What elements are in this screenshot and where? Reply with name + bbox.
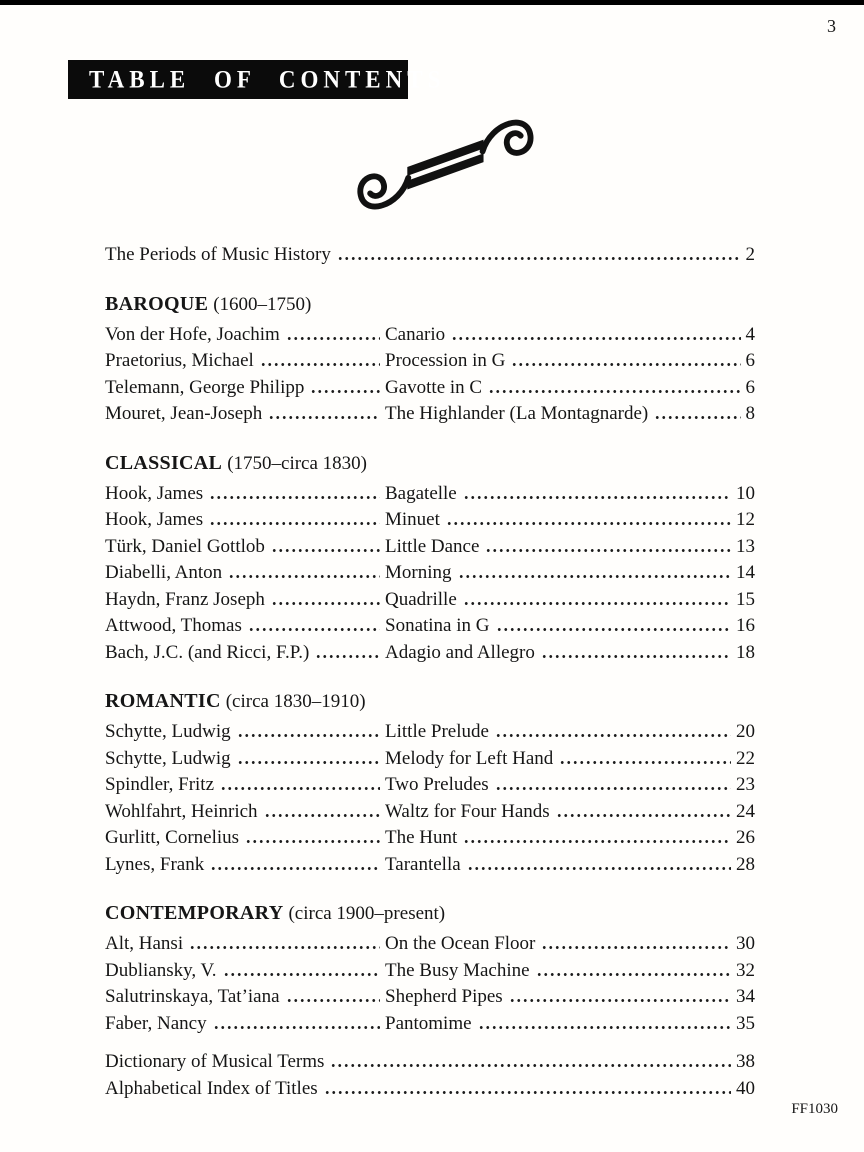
page-ref: 10 [736, 482, 755, 504]
leader-dots [541, 655, 731, 658]
leader-dots [220, 787, 380, 790]
section-era: (circa 1900–present) [288, 903, 446, 924]
leader-dots [511, 363, 740, 366]
toc-entry-row [105, 534, 755, 561]
page-ref: 32 [736, 959, 755, 981]
toc-entry-row [105, 931, 755, 958]
composer-name: Haydn, Franz Joseph [105, 588, 265, 610]
toc-entry-row [105, 322, 755, 349]
page-ref: 30 [736, 933, 755, 954]
composer-name: Salutrinskaya, Tat’iana [105, 986, 280, 1007]
page-ref: 23 [736, 774, 755, 795]
piece-title: The Hunt [385, 827, 458, 848]
leader-dots [446, 522, 731, 525]
toc-entry-row [105, 640, 755, 667]
leader-dots [268, 416, 380, 419]
composer-name: Mouret, Jean-Joseph [105, 403, 263, 424]
page-ref: 16 [736, 615, 755, 636]
piece-title: Two Preludes [385, 774, 489, 795]
piece-title: Tarantella [385, 853, 461, 875]
piece-title: Morning [385, 562, 452, 583]
leader-dots [223, 973, 380, 976]
toc-entry-row [105, 719, 755, 746]
page-ref: 14 [736, 562, 755, 583]
piece-title: Waltz for Four Hands [385, 800, 550, 822]
page-ref: 20 [736, 721, 755, 742]
piece-title: On the Ocean Floor [385, 933, 536, 954]
leader-dots [463, 496, 731, 499]
leader-dots [209, 522, 380, 525]
section-heading-classical [105, 450, 755, 477]
piece-title: Adagio and Allegro [385, 641, 535, 663]
leader-dots [509, 999, 731, 1002]
toc-entry-row [105, 799, 755, 826]
leader-dots [260, 363, 380, 366]
leader-dots [228, 575, 380, 578]
page-ref: 6 [745, 376, 755, 398]
leader-dots [330, 1064, 731, 1067]
section-name: CONTEMPORARY [105, 902, 284, 924]
music-flourish-icon [335, 106, 550, 230]
leader-dots [286, 337, 380, 340]
page-ref: 34 [736, 986, 755, 1007]
leader-dots [213, 1026, 380, 1029]
composer-name: Türk, Daniel Gottlob [105, 535, 265, 557]
entry-title: Dictionary of Musical Terms [105, 1051, 325, 1072]
leader-dots [536, 973, 731, 976]
toc-entry-row [105, 375, 755, 402]
toc-entry-row [105, 825, 755, 852]
leader-dots [485, 549, 731, 552]
piece-title: Shepherd Pipes [385, 986, 503, 1007]
entry-title: The Periods of Music History [105, 244, 331, 265]
piece-title: Procession in G [385, 350, 506, 371]
page-ref: 24 [736, 800, 755, 822]
toc-entry-row [105, 984, 755, 1011]
piece-title: Gavotte in C [385, 376, 483, 398]
piece-title: Melody for Left Hand [385, 747, 554, 769]
leader-dots [488, 390, 740, 393]
toc-entry-row [105, 1011, 755, 1038]
composer-name: Gurlitt, Cornelius [105, 827, 240, 848]
section-name: CLASSICAL [105, 451, 223, 474]
toc-entry-row [105, 958, 755, 985]
section-era: (circa 1830–1910) [225, 691, 366, 712]
composer-name: Hook, James [105, 482, 204, 504]
toc-entry-row [105, 560, 755, 587]
composer-name: Von der Hofe, Joachim [105, 323, 280, 345]
section-era: (1750–circa 1830) [227, 452, 367, 474]
toc-entry-row [105, 481, 755, 508]
section-heading-baroque [105, 291, 755, 318]
leader-dots [541, 946, 731, 949]
entry-title: Alphabetical Index of Titles [105, 1077, 318, 1099]
composer-name: Hook, James [105, 509, 204, 530]
page-ref: 15 [736, 588, 755, 610]
section-heading-romantic [105, 688, 755, 715]
composer-name: Schytte, Ludwig [105, 721, 231, 742]
leader-dots [559, 761, 731, 764]
toc-entry-row [105, 746, 755, 773]
leader-dots [315, 655, 380, 658]
toc-entry-row [105, 401, 755, 428]
page-ref: 2 [745, 244, 755, 265]
leader-dots [467, 867, 731, 870]
page-ref: 26 [736, 827, 755, 848]
composer-name: Alt, Hansi [105, 933, 184, 954]
page-ref: 40 [736, 1077, 755, 1099]
leader-dots [496, 628, 732, 631]
page-ref: 6 [745, 350, 755, 371]
leader-dots [237, 734, 380, 737]
piece-title: Sonatina in G [385, 615, 490, 636]
leader-dots [478, 1026, 731, 1029]
page-ref: 4 [745, 323, 755, 345]
leader-dots [556, 814, 731, 817]
toc-entry-row [105, 852, 755, 879]
leader-dots [245, 840, 380, 843]
page-number: 3 [827, 16, 836, 36]
composer-name: Wohlfahrt, Heinrich [105, 800, 258, 822]
piece-title: Little Prelude [385, 721, 489, 742]
page-ref: 18 [736, 641, 755, 663]
toc-entry-row [105, 242, 755, 269]
composer-name: Schytte, Ludwig [105, 747, 231, 769]
leader-dots [495, 787, 731, 790]
piece-title: Bagatelle [385, 482, 457, 504]
piece-title: The Highlander (La Montagnarde) [385, 403, 649, 424]
section-era: (1600–1750) [213, 293, 312, 315]
composer-name: Attwood, Thomas [105, 615, 242, 636]
composer-name: Diabelli, Anton [105, 562, 223, 583]
leader-dots [271, 549, 380, 552]
section-heading-contemporary [105, 900, 755, 927]
leader-dots [286, 999, 380, 1002]
leader-dots [337, 257, 741, 260]
composer-name: Faber, Nancy [105, 1012, 207, 1034]
page-title: TABLE OF CONTENTS [89, 65, 446, 93]
page-ref: 13 [736, 535, 755, 557]
leader-dots [271, 602, 380, 605]
leader-dots [451, 337, 740, 340]
back-matter [105, 1049, 755, 1102]
toc-entry-row [105, 1076, 755, 1103]
composer-name: Lynes, Frank [105, 853, 205, 875]
leader-dots [210, 867, 380, 870]
toc-entry-row [105, 587, 755, 614]
toc-entry-row [105, 1049, 755, 1076]
leader-dots [189, 946, 380, 949]
piece-title: Little Dance [385, 535, 480, 557]
leader-dots [310, 390, 380, 393]
page-ref: 12 [736, 509, 755, 530]
piece-title: Canario [385, 323, 446, 345]
page-ref: 22 [736, 747, 755, 769]
page-ref: 35 [736, 1012, 755, 1034]
leader-dots [248, 628, 380, 631]
leader-dots [237, 761, 380, 764]
section-name: BAROQUE [105, 292, 209, 315]
piece-title: Quadrille [385, 588, 457, 610]
leader-dots [264, 814, 380, 817]
page-ref: 8 [745, 403, 755, 424]
leader-dots [324, 1091, 731, 1094]
piece-title: The Busy Machine [385, 959, 530, 981]
composer-name: Bach, J.C. (and Ricci, F.P.) [105, 641, 310, 663]
composer-name: Spindler, Fritz [105, 774, 215, 795]
piece-title: Pantomime [385, 1012, 472, 1034]
leader-dots [458, 575, 732, 578]
composer-name: Praetorius, Michael [105, 350, 254, 371]
leader-dots [463, 602, 731, 605]
leader-dots [463, 840, 731, 843]
scan-edge-line [0, 0, 864, 5]
toc-content [105, 242, 755, 1102]
page-ref: 38 [736, 1051, 755, 1072]
composer-name: Telemann, George Philipp [105, 376, 305, 398]
leader-dots [654, 416, 740, 419]
toc-entry-row [105, 507, 755, 534]
section-name: ROMANTIC [105, 690, 221, 712]
page-title-banner [68, 60, 446, 99]
toc-entry-row [105, 348, 755, 375]
leader-dots [495, 734, 731, 737]
composer-name: Dubliansky, V. [105, 959, 217, 981]
leader-dots [209, 496, 380, 499]
page-ref: 28 [736, 853, 755, 875]
catalog-number: FF1030 [791, 1101, 838, 1117]
toc-entry-row [105, 613, 755, 640]
toc-entry-row [105, 772, 755, 799]
piece-title: Minuet [385, 509, 440, 530]
